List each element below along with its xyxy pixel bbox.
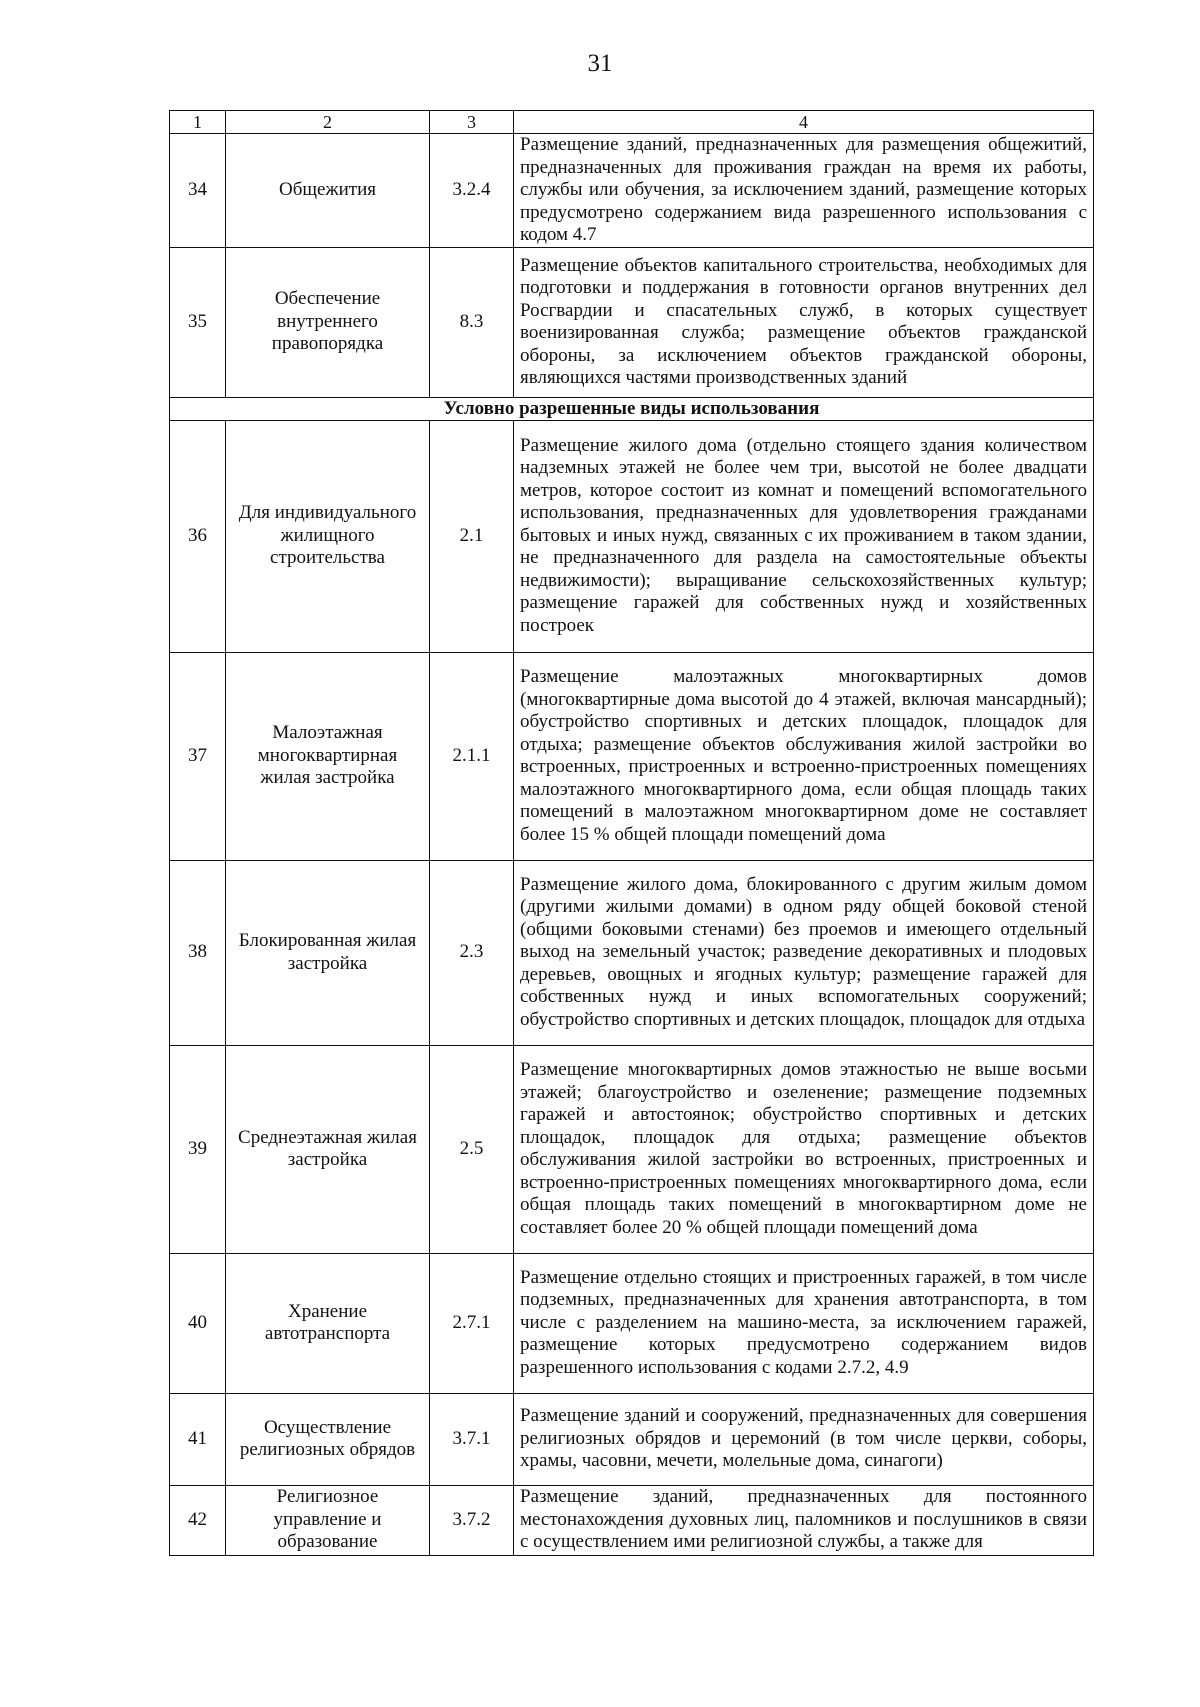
section-heading-row xyxy=(170,397,1094,420)
use-type-code: 2.1.1 xyxy=(430,652,514,860)
use-type-code: 3.7.2 xyxy=(430,1485,514,1555)
row-number: 39 xyxy=(170,1045,226,1253)
use-type-name: Блокированная жилая застройка xyxy=(226,860,430,1045)
use-type-name: Общежития xyxy=(226,134,430,248)
header-cell-2: 2 xyxy=(226,111,430,134)
use-type-name: Хранение автотранспорта xyxy=(226,1253,430,1393)
table-row xyxy=(170,134,1094,248)
use-type-code: 2.1 xyxy=(430,420,514,652)
use-type-description: Размещение многоквартирных домов этажностью не выше восьми этажей; благоустройство и озеленение; размещение подземных гаражей и автостоянок; обустройство спортивных и детских площадок, площадок для отдыха; размещение объектов обслуживания жилой застройки во встроенных, пристроенных и встроенно-пристроенных помещениях многоквартирного дома, если общая площадь таких помещений в многоквартирном доме не составляет более 20 % общей площади помещений дома xyxy=(514,1045,1094,1253)
row-number: 37 xyxy=(170,652,226,860)
row-number: 34 xyxy=(170,134,226,248)
table-row xyxy=(170,420,1094,652)
row-number: 35 xyxy=(170,247,226,397)
use-type-description: Размещение жилого дома (отдельно стоящего здания количеством надземных этажей не более чем три, высотой не более двадцати метров, которое состоит из комнат и помещений вспомогательного использования, предназначенных для удовлетворения гражданами бытовых и иных нужд, связанных с их проживанием в таком здании, не предназначенного для раздела на самостоятельные объекты недвижимости); выращивание сельскохозяйственных культур; размещение гаражей для собственных нужд и хозяйственных построек xyxy=(514,420,1094,652)
header-cell-1: 1 xyxy=(170,111,226,134)
header-cell-4: 4 xyxy=(514,111,1094,134)
table-row xyxy=(170,1393,1094,1485)
table-row xyxy=(170,860,1094,1045)
table-row xyxy=(170,1045,1094,1253)
table-row xyxy=(170,652,1094,860)
table-row xyxy=(170,247,1094,397)
use-type-name: Религиозное управление и образование xyxy=(226,1485,430,1555)
row-number: 41 xyxy=(170,1393,226,1485)
row-number: 42 xyxy=(170,1485,226,1555)
use-type-description: Размещение малоэтажных многоквартирных домов (многоквартирные дома высотой до 4 этажей, включая мансардный); обустройство спортивных и детских площадок, площадок для отдыха; размещение объектов обслуживания жилой застройки во встроенных, пристроенных и встроенно-пристроенных помещениях малоэтажного многоквартирного дома, если общая площадь таких помещений в малоэтажном многоквартирном доме не составляет более 15 % общей площади помещений дома xyxy=(514,652,1094,860)
use-type-code: 2.3 xyxy=(430,860,514,1045)
use-type-description: Размещение жилого дома, блокированного с другим жилым домом (другими жилыми домами) в одном ряду общей боковой стеной (общими боковыми стенами) без проемов и имеющего отдельный выход на земельный участок; разведение декоративных и плодовых деревьев, овощных и ягодных культур; размещение гаражей для собственных нужд и иных вспомогательных сооружений; обустройство спортивных и детских площадок, площадок для отдыха xyxy=(514,860,1094,1045)
use-type-code: 8.3 xyxy=(430,247,514,397)
use-type-name: Обеспечение внутреннего правопорядка xyxy=(226,247,430,397)
use-type-name: Среднеэтажная жилая застройка xyxy=(226,1045,430,1253)
use-type-name: Для индивидуального жилищного строительства xyxy=(226,420,430,652)
page-number: 31 xyxy=(587,50,613,77)
use-type-description: Размещение зданий, предназначенных для постоянного местонахождения духовных лиц, паломников и послушников в связи с осуществлением ими религиозной службы, а также для xyxy=(514,1485,1094,1555)
use-type-name: Малоэтажная многоквартирная жилая застройка xyxy=(226,652,430,860)
land-use-table xyxy=(169,110,1094,1556)
table-row xyxy=(170,1253,1094,1393)
use-type-code: 3.2.4 xyxy=(430,134,514,248)
use-type-description: Размещение отдельно стоящих и пристроенных гаражей, в том числе подземных, предназначенных для хранения автотранспорта, в том числе с разделением на машино-места, за исключением гаражей, размещение которых предусмотрено содержанием видов разрешенного использования с кодами 2.7.2, 4.9 xyxy=(514,1253,1094,1393)
section-heading: Условно разрешенные виды использования xyxy=(170,397,1094,420)
row-number: 36 xyxy=(170,420,226,652)
use-type-code: 2.5 xyxy=(430,1045,514,1253)
use-type-code: 2.7.1 xyxy=(430,1253,514,1393)
row-number: 38 xyxy=(170,860,226,1045)
table-header-row xyxy=(170,111,1094,134)
header-cell-3: 3 xyxy=(430,111,514,134)
use-type-description: Размещение объектов капитального строительства, необходимых для подготовки и поддержания в готовности органов внутренних дел Росгвардии и спасательных служб, в которых существует военизированная служба; размещение объектов гражданской обороны, за исключением объектов гражданской обороны, являющихся частями производственных зданий xyxy=(514,247,1094,397)
use-type-description: Размещение зданий, предназначенных для размещения общежитий, предназначенных для проживания граждан на время их работы, службы или обучения, за исключением зданий, размещение которых предусмотрено содержанием вида разрешенного использования с кодом 4.7 xyxy=(514,134,1094,248)
row-number: 40 xyxy=(170,1253,226,1393)
use-type-name: Осуществление религиозных обрядов xyxy=(226,1393,430,1485)
table-row xyxy=(170,1485,1094,1555)
use-type-code: 3.7.1 xyxy=(430,1393,514,1485)
use-type-description: Размещение зданий и сооружений, предназначенных для совершения религиозных обрядов и церемоний (в том числе церкви, соборы, храмы, часовни, мечети, молельные дома, синагоги) xyxy=(514,1393,1094,1485)
